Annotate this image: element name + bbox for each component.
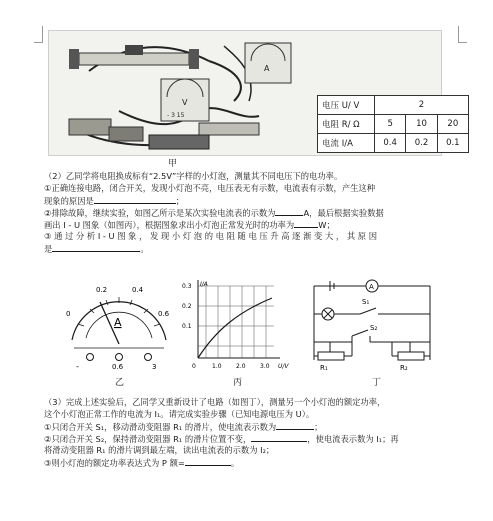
q2-line-3-end: ； — [175, 196, 185, 206]
q3-line-1: （3）完成上述实验后，乙同学又重新设计了电路（如图丁），测量另一个小灯泡的额定功率， — [44, 397, 386, 407]
switch-s1 — [360, 308, 376, 314]
graph-xtick-2.0: 2.0 — [236, 363, 246, 370]
circuit-figure — [296, 278, 450, 372]
q3-line-3-text: ①只闭合开关 S₁，移动滑动变阻器 R₁ 的滑片，使电流表示数为 — [44, 422, 277, 432]
dial-tick-0.6: 0.6 — [158, 310, 170, 318]
terminal-0.6 — [116, 354, 123, 361]
voltage-header: 电压 U/ V — [318, 96, 375, 115]
current-cell: 0.2 — [406, 134, 437, 153]
current-header: 电流 I/A — [318, 134, 375, 153]
dial-tick-0.2: 0.2 — [96, 286, 108, 294]
figure-caption-yi: 乙 — [115, 378, 125, 388]
figure-caption-ding: 丁 — [372, 378, 382, 388]
graph-xtick-0: 0 — [192, 363, 196, 370]
answer-blank-current-value[interactable] — [276, 420, 314, 430]
graph-xtick-1.0: 1.0 — [212, 363, 222, 370]
iu-graph-figure — [176, 278, 296, 372]
q3-line-6-end: 。 — [230, 458, 240, 468]
iu-curve — [198, 298, 272, 358]
corner-mark-top-left — [34, 26, 43, 43]
apparatus-photo — [48, 30, 460, 156]
voltage-value: 2 — [375, 96, 469, 115]
terminal-label-3: 3 — [152, 363, 157, 371]
answer-blank-rated-power[interactable] — [294, 218, 318, 228]
q2-line-6: ③ 通 过 分 析 I - U 图 象 ， 发 现 小 灯 泡 的 电 阻 随 电 压 升 高 逐 渐 变 大 ， 其 原 因 — [44, 231, 378, 241]
answer-blank-fault-reason[interactable] — [94, 194, 176, 204]
answer-blank-power-expression[interactable] — [185, 456, 231, 466]
q3-line-6 — [44, 456, 462, 469]
rheostat-r2 — [398, 352, 424, 360]
graph-ytick-0.1: 0.1 — [182, 323, 192, 330]
q3-line-2: 这个小灯泡正常工作的电流为 I₁。请完成实验步骤（已知电源电压为 U）。 — [44, 409, 315, 419]
terminal-negative — [87, 354, 94, 361]
resistance-cell: 10 — [406, 115, 437, 134]
terminal-label-negative: - — [76, 362, 79, 371]
dial-tick-0.4: 0.4 — [132, 286, 144, 294]
answer-blank-ammeter-reading[interactable] — [275, 206, 303, 216]
ammeter-dial-figure — [60, 278, 178, 370]
resistance-cell: 20 — [437, 115, 468, 134]
ammeter-glyph: A — [264, 64, 270, 73]
q2-line-2: ①正确连接电路，闭合开关，发现小灯泡不亮，电压表无有示数，电流表有示数，产生这种 — [44, 183, 376, 193]
current-cell: 0.1 — [437, 134, 468, 153]
graph-grid — [198, 286, 274, 358]
q2-line-7 — [44, 242, 462, 255]
circuit-s2-label: S₂ — [370, 324, 378, 332]
terminal-label-0.6: 0.6 — [112, 363, 124, 371]
graph-ytick-0.2: 0.2 — [182, 303, 192, 310]
dial-unit: A — [114, 316, 122, 329]
current-cell: 0.4 — [375, 134, 406, 153]
q2-line-5-text: 画出 I - U 图象（如图丙），根据图象求出小灯泡正常发光时的功率为 — [44, 220, 295, 230]
terminal-3 — [145, 354, 152, 361]
figure-caption-bing: 丙 — [233, 378, 243, 388]
voltmeter-glyph: V — [182, 98, 188, 107]
q2-line-3-text: 现象的原因是 — [44, 196, 94, 206]
q3-line-4-end: ，使电流表示数为 I₁；再 — [307, 434, 399, 444]
graph-xlabel: U/V — [278, 363, 289, 370]
dial-tick-0: 0 — [66, 310, 71, 318]
answer-blank-step-two[interactable] — [251, 432, 307, 442]
q2-line-1: （2）乙同学将电阻换成标有“2.5V”字样的小灯泡，测量其不同电压下的电功率。 — [44, 171, 343, 181]
switch-s2 — [352, 330, 368, 336]
graph-ylabel: I/A — [200, 281, 208, 288]
q2-line-5-end: W； — [318, 220, 335, 230]
q2-line-4-end: A，最后根据实验数据 — [303, 208, 384, 218]
q3-line-3-end: ； — [314, 422, 323, 432]
q3-line-4-text: ②只闭合开关 S₂，保持滑动变阻器 R₁ 的滑片位置不变， — [44, 434, 252, 444]
circuit-s1-label: S₁ — [362, 298, 370, 306]
graph-xtick-3.0: 3.0 — [260, 363, 270, 370]
resistance-header: 电阻 R/ Ω — [318, 115, 375, 134]
circuit-r1-label: R₁ — [320, 364, 328, 372]
data-table — [317, 95, 469, 153]
figure-label-jia: 甲 — [168, 159, 178, 169]
rheostat-r1 — [318, 352, 344, 360]
q2-line-7-text: 是 — [44, 244, 53, 254]
q2-line-4-text: ②排除故障，继续实验，如图乙所示是某次实验电流表的示数为 — [44, 208, 276, 218]
q3-line-6-text: ③则小灯泡的额定功率表达式为 P 额= — [44, 458, 185, 468]
circuit-ammeter-label: A — [369, 283, 374, 291]
corner-mark-top-right — [458, 26, 467, 43]
resistance-cell: 5 — [375, 115, 406, 134]
answer-blank-resistance-reason[interactable] — [52, 242, 140, 252]
graph-ytick-0.3: 0.3 — [182, 283, 192, 290]
q3-line-5: 将滑动变阻器 R₁ 的滑片调到最左端，读出电流表的示数为 I₂； — [44, 445, 275, 455]
circuit-r2-label: R₂ — [400, 364, 408, 372]
voltmeter-terminals: - 3 15 — [167, 112, 185, 119]
q2-line-7-end: 。 — [140, 244, 149, 254]
